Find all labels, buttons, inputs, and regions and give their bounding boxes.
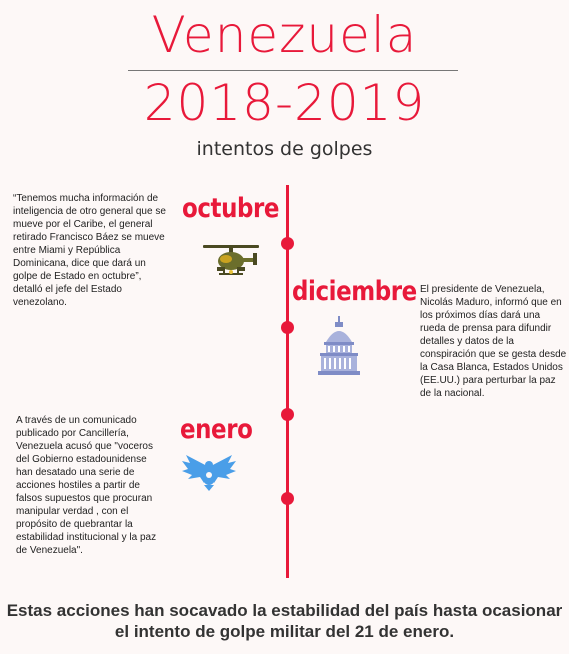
event-text-diciembre: El presidente de Venezuela, Nicolás Maduro, informó que en los próximos días dará una rueda de prensa para difundir detalles y datos de la conspiración que se gesta desde la Casa Blanca, Estados Unidos (EE.UU.) para perturbar la paz de la nacional. [420,284,567,399]
month-label-octubre: octubre [182,193,280,224]
timeline-dot [281,492,294,505]
month-label-diciembre: diciembre [292,276,417,307]
title-divider [128,70,458,71]
helicopter-icon [203,243,259,288]
footer-statement: Estas acciones han socavado la estabilidad del país hasta ocasionar el intento de golpe militar del 21 de enero. [6,601,563,641]
event-text-enero: A través de un comunicado publicado por Cancillería, Venezuela acusó que "voceros del Gobierno estadounidense han desatado una serie de acciones hostiles a partir de falsos supuestos que procuran manipular verdad , con el propósito de quebrantar la estabilidad institucional y la paz de Venezuela". [16,415,157,556]
timeline-dot [281,321,294,334]
month-label-enero: enero [180,414,253,445]
years-heading: 2018-2019 [143,74,426,132]
capitol-icon [318,316,360,383]
timeline-dot [281,408,294,421]
page-title: Venezuela [151,6,418,64]
subtitle: intentos de golpes [196,138,373,160]
event-text-octubre: “Tenemos mucha información de inteligencia de otro general que se mueve por el Caribe, el general retirado Francisco Báez se mueve entre Miami y República Dominicana, dice que dará un golpe de Estado en octubre”, detalló el jefe del Estado venezolano. [13,193,166,308]
timeline-dot [281,237,294,250]
eagle-icon [180,453,238,498]
